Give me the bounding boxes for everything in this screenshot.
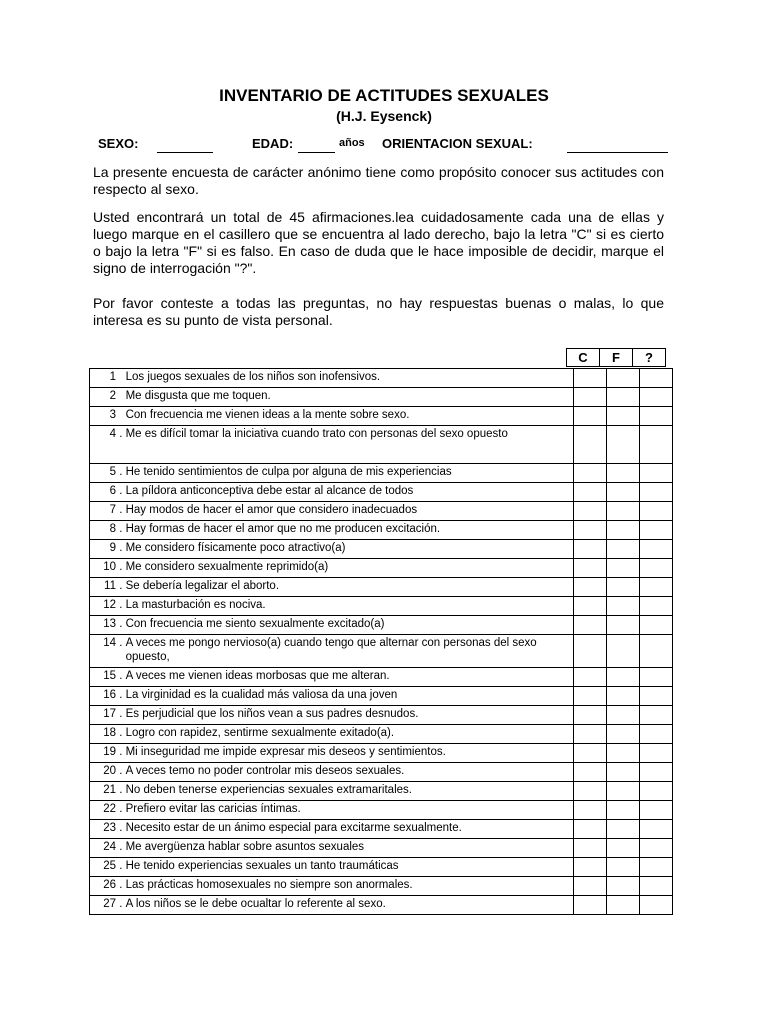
answer-box-c[interactable] [574, 896, 607, 915]
answer-box-c[interactable] [574, 725, 607, 744]
table-row [90, 597, 673, 616]
question-cell [90, 483, 574, 502]
answer-box-f[interactable] [607, 597, 640, 616]
question-text: Me avergüenza hablar sobre asuntos sexuales [125, 841, 365, 853]
table-row [90, 858, 673, 877]
question-separator: . [116, 841, 126, 853]
anos-label: años [339, 137, 365, 149]
question-content [94, 503, 569, 517]
table-row [90, 668, 673, 687]
question-number: 13 [103, 618, 116, 630]
answer-box-doubt[interactable] [640, 668, 673, 687]
answer-box-doubt[interactable] [640, 877, 673, 896]
question-separator: . [116, 898, 126, 910]
respondent-fields [98, 136, 670, 156]
question-content [94, 897, 569, 911]
question-separator: . [116, 485, 126, 497]
table-row [90, 635, 673, 668]
question-text: Se debería legalizar el aborto. [125, 580, 280, 592]
table-row [90, 521, 673, 540]
table-row [90, 725, 673, 744]
sexo-label: SEXO: [98, 136, 139, 151]
question-content [94, 688, 569, 702]
answer-box-f[interactable] [607, 559, 640, 578]
answer-box-f[interactable] [607, 877, 640, 896]
answer-box-doubt[interactable] [640, 782, 673, 801]
question-number: 5 [109, 466, 116, 478]
table-row [90, 687, 673, 706]
question-number: 26 [103, 879, 116, 891]
answer-box-doubt[interactable] [640, 559, 673, 578]
question-number: 20 [103, 765, 116, 777]
question-number: 7 [109, 504, 116, 516]
question-text: Hay formas de hacer el amor que no me producen excitación. [125, 523, 441, 535]
answer-box-f[interactable] [607, 896, 640, 915]
question-number: 15 [103, 670, 116, 682]
question-cell [90, 839, 574, 858]
answer-box-c[interactable] [574, 369, 607, 388]
answer-box-doubt[interactable] [640, 502, 673, 521]
question-number: 4 [109, 428, 116, 440]
question-separator: . [116, 580, 126, 592]
question-separator: . [116, 523, 126, 535]
question-text: Me considero sexualmente reprimido(a) [125, 561, 329, 573]
question-text: Es perjudicial que los niños vean a sus padres desnudos. [125, 708, 419, 720]
question-number: 18 [103, 727, 116, 739]
edad-label: EDAD: [252, 136, 294, 151]
question-separator [116, 370, 126, 384]
table-row [90, 801, 673, 820]
question-cell [90, 725, 574, 744]
question-text: Las prácticas homosexuales no siempre son anormales. [125, 879, 413, 891]
question-separator: . [116, 599, 126, 611]
orientacion-label: ORIENTACION SEXUAL: [382, 136, 533, 151]
table-row [90, 706, 673, 725]
table-row [90, 877, 673, 896]
answer-box-doubt[interactable] [640, 839, 673, 858]
table-row [90, 426, 673, 464]
question-separator [116, 408, 126, 422]
question-cell [90, 687, 574, 706]
answer-box-c[interactable] [574, 464, 607, 483]
question-cell [90, 578, 574, 597]
question-number: 2 [109, 390, 116, 402]
question-separator: . [116, 860, 126, 872]
question-separator: . [116, 784, 126, 796]
intro-paragraph-2: Usted encontrará un total de 45 afirmaciones.lea cuidadosamente cada una de ellas y luego marque en el casillero que se encuentra al lado derecho, bajo la letra "C" si es cierto o bajo la letra "F" si es falso. En caso de duda que le hace imposible de decidir, marque el signo de interrogación "?". [93, 209, 664, 276]
table-row [90, 369, 673, 388]
question-text: He tenido experiencias sexuales un tanto traumáticas [125, 860, 399, 872]
question-cell [90, 744, 574, 763]
question-text: Hay modos de hacer el amor que considero inadecuados [125, 504, 418, 516]
answer-box-f[interactable] [607, 839, 640, 858]
answer-box-c[interactable] [574, 483, 607, 502]
question-number: 3 [109, 409, 116, 421]
answer-box-f[interactable] [607, 801, 640, 820]
question-content [94, 636, 569, 664]
question-content [94, 783, 569, 797]
document-subtitle: (H.J. Eysenck) [336, 108, 432, 124]
question-text: Me disgusta que me toquen. [125, 390, 271, 402]
question-cell [90, 706, 574, 725]
answer-box-c[interactable] [574, 782, 607, 801]
question-content [94, 598, 569, 612]
question-number: 11 [104, 580, 116, 592]
question-cell [90, 820, 574, 839]
question-content [94, 389, 569, 403]
question-content [94, 579, 569, 593]
question-content [94, 484, 569, 498]
question-content [94, 859, 569, 873]
question-text: Con frecuencia me siento sexualmente excitado(a) [125, 618, 385, 630]
answer-box-c[interactable] [574, 858, 607, 877]
answer-box-f[interactable] [607, 635, 640, 668]
question-cell [90, 801, 574, 820]
question-separator: . [116, 879, 126, 891]
question-text: Los juegos sexuales de los niños son inofensivos. [125, 371, 381, 383]
edad-field[interactable] [298, 152, 335, 153]
question-content [94, 802, 569, 816]
column-f-header: F [600, 349, 633, 367]
question-cell [90, 502, 574, 521]
answer-box-doubt[interactable] [640, 426, 673, 464]
question-separator: . [116, 689, 126, 701]
answer-box-c[interactable] [574, 839, 607, 858]
answer-box-c[interactable] [574, 616, 607, 635]
answer-box-f[interactable] [607, 744, 640, 763]
sexo-field[interactable] [157, 152, 213, 153]
question-content [94, 840, 569, 854]
table-row [90, 578, 673, 597]
question-text: Me considero físicamente poco atractivo(a) [125, 542, 346, 554]
table-row [90, 502, 673, 521]
question-cell [90, 521, 574, 540]
question-number: 23 [103, 822, 116, 834]
question-content [94, 408, 569, 422]
answer-box-doubt[interactable] [640, 369, 673, 388]
orientacion-field[interactable] [567, 152, 668, 153]
intro-paragraph-1: La presente encuesta de carácter anónimo tiene como propósito conocer sus actitudes con respecto al sexo. [93, 164, 664, 197]
table-row [90, 464, 673, 483]
table-row [90, 388, 673, 407]
answer-box-doubt[interactable] [640, 578, 673, 597]
table-row [90, 782, 673, 801]
question-separator: . [116, 618, 126, 630]
answer-box-doubt[interactable] [640, 483, 673, 502]
answer-box-f[interactable] [607, 858, 640, 877]
question-separator [116, 389, 126, 403]
question-separator: . [116, 504, 126, 516]
answer-box-c[interactable] [574, 407, 607, 426]
answer-box-doubt[interactable] [640, 616, 673, 635]
answer-box-f[interactable] [607, 616, 640, 635]
question-text: Prefiero evitar las caricias íntimas. [125, 803, 301, 815]
question-text: He tenido sentimientos de culpa por alguna de mis experiencias [125, 466, 452, 478]
question-content [94, 669, 569, 683]
answer-box-doubt[interactable] [640, 388, 673, 407]
answer-box-doubt[interactable] [640, 464, 673, 483]
answer-box-c[interactable] [574, 521, 607, 540]
question-number: 21 [103, 784, 116, 796]
question-separator: . [116, 561, 126, 573]
question-number: 16 [103, 689, 116, 701]
answer-box-f[interactable] [607, 540, 640, 559]
question-text: Me es difícil tomar la iniciativa cuando trato con personas del sexo opuesto [125, 428, 508, 440]
question-separator: . [116, 822, 126, 834]
answer-box-f[interactable] [607, 725, 640, 744]
question-number: 10 [103, 561, 116, 573]
question-content [94, 370, 569, 384]
answer-box-f[interactable] [607, 782, 640, 801]
question-cell [90, 877, 574, 896]
question-number: 22 [103, 803, 116, 815]
question-separator: . [116, 670, 126, 682]
answer-box-doubt[interactable] [640, 801, 673, 820]
column-doubt-header: ? [633, 349, 666, 367]
table-row [90, 407, 673, 426]
answer-box-c[interactable] [574, 578, 607, 597]
questions-table [89, 368, 673, 915]
document-title: INVENTARIO DE ACTITUDES SEXUALES [219, 86, 549, 105]
question-separator: . [116, 542, 126, 554]
table-row [90, 483, 673, 502]
question-number: 27 [103, 898, 116, 910]
question-content [94, 427, 569, 441]
answer-box-f[interactable] [607, 502, 640, 521]
question-text: A veces me pongo nervioso(a) cuando tengo que alternar con personas del sexo opuesto, [125, 637, 537, 663]
question-text: Logro con rapidez, sentirme sexualmente exitado(a). [125, 727, 395, 739]
answer-columns-header [566, 348, 666, 367]
table-row [90, 559, 673, 578]
question-content [94, 726, 569, 740]
table-row [90, 839, 673, 858]
question-number: 14 [103, 637, 116, 649]
question-cell [90, 369, 574, 388]
answer-box-c[interactable] [574, 668, 607, 687]
question-content [94, 745, 569, 759]
question-cell [90, 858, 574, 877]
question-content [94, 541, 569, 555]
question-content [94, 821, 569, 835]
answer-box-f[interactable] [607, 578, 640, 597]
question-cell [90, 559, 574, 578]
question-cell [90, 635, 574, 668]
answer-box-doubt[interactable] [640, 725, 673, 744]
answer-box-c[interactable] [574, 744, 607, 763]
question-separator: . [116, 746, 126, 758]
question-content [94, 707, 569, 721]
question-content [94, 764, 569, 778]
answer-box-f[interactable] [607, 706, 640, 725]
answer-box-c[interactable] [574, 540, 607, 559]
answer-box-c[interactable] [574, 706, 607, 725]
question-content [94, 560, 569, 574]
question-text: A veces temo no poder controlar mis deseos sexuales. [125, 765, 405, 777]
answer-box-f[interactable] [607, 464, 640, 483]
question-text: La virginidad es la cualidad más valiosa da una joven [125, 689, 398, 701]
answer-box-doubt[interactable] [640, 858, 673, 877]
question-number: 1 [109, 371, 116, 383]
answer-box-c[interactable] [574, 597, 607, 616]
question-content [94, 617, 569, 631]
question-number: 9 [109, 542, 116, 554]
question-text: A veces me vienen ideas morbosas que me alteran. [125, 670, 390, 682]
answer-box-doubt[interactable] [640, 635, 673, 668]
answer-box-c[interactable] [574, 877, 607, 896]
answer-box-c[interactable] [574, 687, 607, 706]
table-row [90, 820, 673, 839]
answer-box-f[interactable] [607, 521, 640, 540]
answer-box-doubt[interactable] [640, 687, 673, 706]
answer-box-f[interactable] [607, 668, 640, 687]
question-number: 19 [103, 746, 116, 758]
question-cell [90, 668, 574, 687]
question-text: Mi inseguridad me impide expresar mis deseos y sentimientos. [125, 746, 446, 758]
table-row [90, 763, 673, 782]
question-number: 25 [103, 860, 116, 872]
answer-box-doubt[interactable] [640, 763, 673, 782]
answer-box-c[interactable] [574, 820, 607, 839]
answer-box-f[interactable] [607, 483, 640, 502]
question-number: 12 [103, 599, 116, 611]
answer-box-c[interactable] [574, 763, 607, 782]
question-separator: . [116, 727, 126, 739]
question-number: 17 [103, 708, 116, 720]
question-cell [90, 782, 574, 801]
question-text: La píldora anticonceptiva debe estar al alcance de todos [125, 485, 414, 497]
answer-box-doubt[interactable] [640, 706, 673, 725]
table-row [90, 540, 673, 559]
question-cell [90, 464, 574, 483]
question-cell [90, 763, 574, 782]
answer-box-f[interactable] [607, 369, 640, 388]
answer-box-f[interactable] [607, 388, 640, 407]
question-separator: . [116, 803, 126, 815]
question-cell [90, 407, 574, 426]
answer-box-doubt[interactable] [640, 521, 673, 540]
answer-box-doubt[interactable] [640, 597, 673, 616]
question-separator: . [116, 708, 126, 720]
answer-box-c[interactable] [574, 801, 607, 820]
answer-box-doubt[interactable] [640, 540, 673, 559]
question-separator: . [116, 637, 126, 649]
answer-box-f[interactable] [607, 426, 640, 464]
question-text: A los niños se le debe ocualtar lo referente al sexo. [125, 898, 386, 910]
intro-paragraph-3: Por favor conteste a todas las preguntas, no hay respuestas buenas o malas, lo que interesa es su punto de vista personal. [93, 295, 664, 328]
question-text: Con frecuencia me vienen ideas a la mente sobre sexo. [125, 409, 410, 421]
question-content [94, 878, 569, 892]
question-content [94, 522, 569, 536]
question-number: 8 [109, 523, 116, 535]
question-cell [90, 616, 574, 635]
question-separator: . [116, 428, 126, 440]
answer-box-c[interactable] [574, 388, 607, 407]
question-separator: . [116, 466, 126, 478]
question-text: Necesito estar de un ánimo especial para excitarme sexualmente. [125, 822, 462, 834]
answer-box-doubt[interactable] [640, 820, 673, 839]
table-row [90, 616, 673, 635]
answer-box-doubt[interactable] [640, 744, 673, 763]
table-row [90, 896, 673, 915]
question-cell [90, 388, 574, 407]
answer-box-doubt[interactable] [640, 896, 673, 915]
question-content [94, 465, 569, 479]
answer-box-c[interactable] [574, 559, 607, 578]
question-number: 6 [109, 485, 116, 497]
answer-box-f[interactable] [607, 687, 640, 706]
question-cell [90, 597, 574, 616]
question-text: La masturbación es nociva. [125, 599, 266, 611]
answer-box-f[interactable] [607, 407, 640, 426]
answer-box-f[interactable] [607, 820, 640, 839]
question-cell [90, 426, 574, 464]
question-separator: . [116, 765, 126, 777]
answer-box-c[interactable] [574, 635, 607, 668]
table-row [90, 744, 673, 763]
question-text: No deben tenerse experiencias sexuales extramaritales. [125, 784, 412, 796]
answer-box-doubt[interactable] [640, 407, 673, 426]
answer-box-f[interactable] [607, 763, 640, 782]
column-c-header: C [567, 349, 600, 367]
question-number: 24 [103, 841, 116, 853]
question-cell [90, 540, 574, 559]
question-cell [90, 896, 574, 915]
answer-box-c[interactable] [574, 502, 607, 521]
answer-box-c[interactable] [574, 426, 607, 464]
